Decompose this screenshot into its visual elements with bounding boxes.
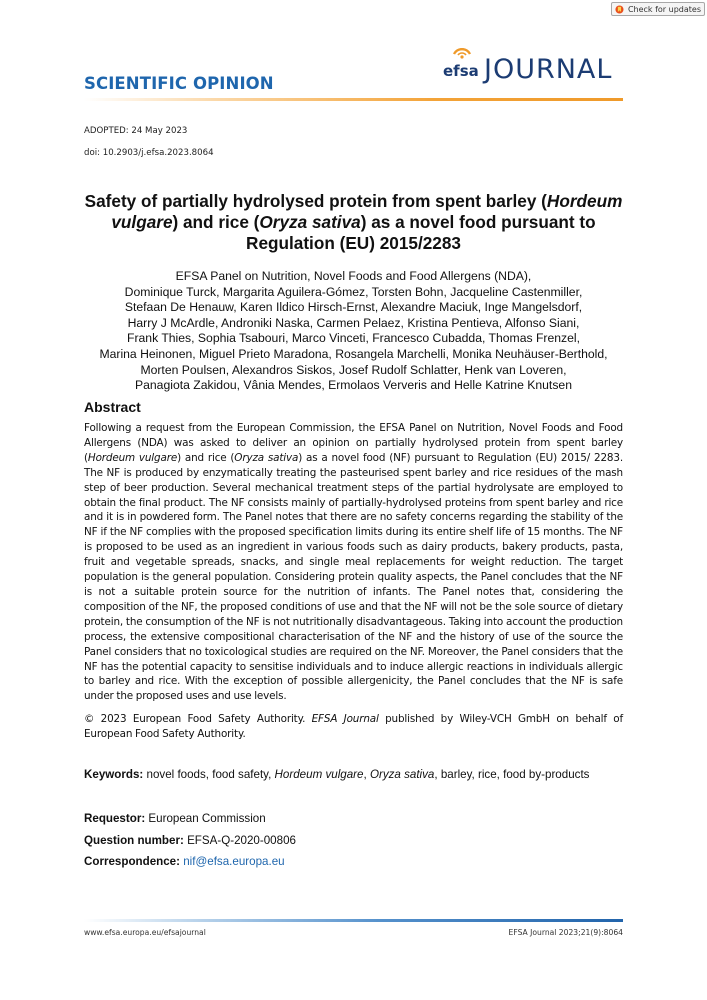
abstract-heading: Abstract <box>84 399 141 415</box>
copyright-notice <box>84 712 623 742</box>
question-number-label: Question number: <box>84 834 184 847</box>
copyright-text: © 2023 European Food Safety Authority. <box>84 713 312 725</box>
title-text: ) as a novel food pursuant to Regulation (EU) 2015/2283 <box>246 212 596 253</box>
title-italic: Hordeum vulgare <box>111 191 623 232</box>
footer-citation: EFSA Journal 2023;21(9):8064 <box>508 928 623 937</box>
abstract-text: Following a request from the European Commission, the EFSA Panel on Nutrition, Novel Foods and Food Allergens (NDA) was asked to deliver an opinion on partially hydrolysed protein from spent barley ( <box>84 422 623 464</box>
keywords-italic: Hordeum vulgare <box>274 768 364 781</box>
efsa-journal-logo <box>442 40 627 90</box>
crossmark-icon <box>615 5 624 14</box>
abstract-body <box>84 421 623 704</box>
author-line: Panagiota Zakidou, Vânia Mendes, Ermolaos Ververis and Helle Katrine Knutsen <box>135 378 572 393</box>
footer-website-link[interactable]: www.efsa.europa.eu/efsajournal <box>84 928 206 937</box>
header-divider <box>84 98 623 101</box>
requestor-value: European Commission <box>145 812 266 825</box>
check-for-updates-button[interactable] <box>611 2 705 16</box>
correspondence-email-link[interactable]: nif@efsa.europa.eu <box>183 855 285 868</box>
keywords-line <box>84 768 623 781</box>
abstract-italic: Oryza sativa <box>234 451 299 464</box>
author-list <box>84 269 623 394</box>
author-line: Dominique Turck, Margarita Aguilera-Gómez, Torsten Bohn, Jacqueline Castenmiller, <box>124 284 583 299</box>
author-line: Harry J McArdle, Androniki Naska, Carmen Pelaez, Kristina Pentieva, Alfonso Siani, <box>127 315 580 330</box>
efsa-logo-icon <box>442 48 482 84</box>
footer-divider <box>84 919 623 922</box>
author-line: EFSA Panel on Nutrition, Novel Foods and Food Allergens (NDA), <box>175 269 532 283</box>
author-line: Stefaan De Henauw, Karen Ildico Hirsch-Ernst, Alexandre Maciuk, Inge Mangelsdorf, <box>124 300 583 315</box>
title-text: Safety of partially hydrolysed protein from spent barley ( <box>84 191 547 211</box>
author-line: Morten Poulsen, Alexandros Siskos, Josef Rudolf Schlatter, Henk van Loveren, <box>140 362 567 377</box>
adopted-date: ADOPTED: 24 May 2023 <box>84 126 188 136</box>
correspondence-line <box>84 855 285 868</box>
keywords-text: novel foods, food safety, <box>143 768 275 781</box>
keywords-label: Keywords: <box>84 768 144 781</box>
doi-line: doi: 10.2903/j.efsa.2023.8064 <box>84 148 214 158</box>
check-for-updates-label: Check for updates <box>627 4 701 14</box>
title-text: ) and rice ( <box>172 212 260 232</box>
abstract-italic: Hordeum vulgare <box>87 451 178 464</box>
author-line: Frank Thies, Sophia Tsabouri, Marco Vinceti, Francesco Cubadda, Thomas Frenzel, <box>127 331 580 346</box>
copyright-text: published by Wiley-VCH GmbH on behalf of European Food Safety Authority. <box>84 713 623 740</box>
requestor-line <box>84 812 266 825</box>
keywords-italic: Oryza sativa <box>369 768 435 781</box>
keywords-text: , <box>363 768 370 781</box>
requestor-label: Requestor: <box>84 812 146 825</box>
logo-journal-text: JOURNAL <box>484 54 613 85</box>
article-title <box>84 191 623 254</box>
title-italic: Oryza sativa <box>259 212 361 232</box>
copyright-italic: EFSA Journal <box>311 713 379 725</box>
question-number-value: EFSA-Q-2020-00806 <box>183 834 296 847</box>
logo-mark-text: efsa <box>443 62 479 80</box>
question-number-line <box>84 834 296 847</box>
abstract-text: ) as a novel food (NF) pursuant to Regulation (EU) 2015/ 2283. The NF is produced by enzymatically treating the pasteurised spent barley and rice residues of the mash step of beer production. Several mechanical treatment steps of the partial hydrolysate are employed to obtain the final product. The NF consists mainly of partially-hydrolysed proteins from spent barley and rice and it is in powdered form. The Panel notes that there are no safety concerns regarding the stability of the NF if the NF complies with the proposed specification limits during its entire shelf life of 15 months. The NF is proposed to be used as an ingredient in various foods such as dairy products, bakery products, pasta, fruit and vegetable spreads, snacks, and single meal replacements for weight reduction. The target population is the general population. Considering protein quality aspects, the Panel concludes that the NF is not a suitable protein source for the nutrition of infants. The Panel notes that, considering the composition of the NF, the proposed conditions of use and that the NF will not be the sole source of dietary protein, the consumption of the NF is not nutritionally disadvantageous. Taking into account the production process, the extensive compositional characterisation of the NF and the history of use of the source the Panel considers that no toxicological studies are required on the NF. Moreover, the Panel considers that the NF has the potential capacity to sensitise individuals and to induce allergic reactions in individuals allergic to barley and rice. With the exception of possible allergenicity, the Panel concludes that the NF is safe under the proposed uses and use levels. <box>84 451 623 703</box>
abstract-text: ) and rice ( <box>177 451 235 464</box>
correspondence-label: Correspondence: <box>84 855 180 868</box>
author-line: Marina Heinonen, Miguel Prieto Maradona, Rosangela Marchelli, Monika Neuhäuser-Berthold, <box>99 346 608 361</box>
section-label: SCIENTIFIC OPINION <box>84 74 274 93</box>
keywords-text: , barley, rice, food by-products <box>434 768 590 781</box>
